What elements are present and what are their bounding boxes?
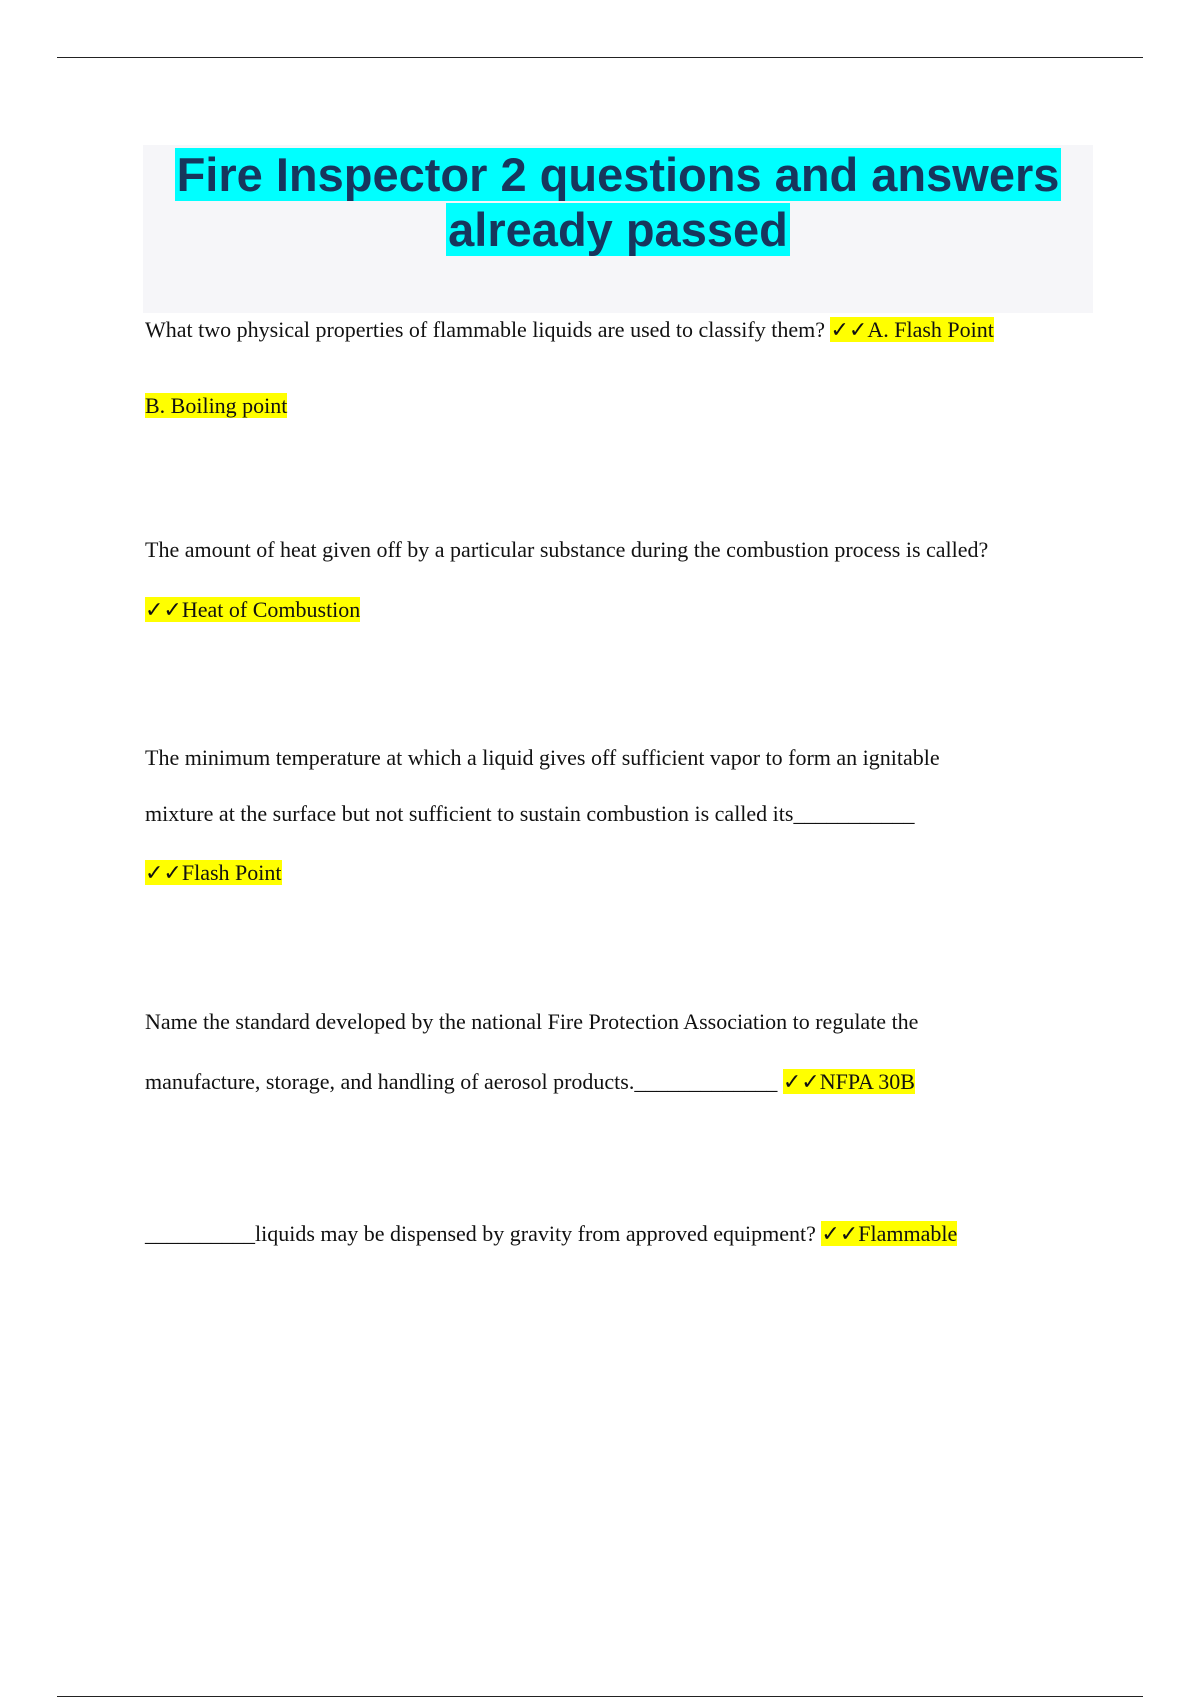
question-1-line-2 bbox=[145, 392, 287, 420]
answer-2: ✓✓Heat of Combustion bbox=[145, 597, 361, 622]
header-rule bbox=[57, 57, 1143, 58]
question-3-line-1 bbox=[145, 744, 940, 772]
question-2-line-1 bbox=[145, 536, 988, 564]
question-4-text-2: manufacture, storage, and handling of aerosol products._____________ bbox=[145, 1069, 783, 1094]
question-3-line-2 bbox=[145, 800, 914, 828]
question-4-line-1 bbox=[145, 1008, 918, 1036]
question-3-text-1: The minimum temperature at which a liquid gives off sufficient vapor to form an ignitable bbox=[145, 745, 940, 770]
answer-5: ✓✓Flammable bbox=[821, 1221, 958, 1246]
question-4-line-2 bbox=[145, 1068, 915, 1096]
question-1-line-1 bbox=[145, 316, 994, 344]
question-3-text-2: mixture at the surface but not sufficient to sustain combustion is called its___________ bbox=[145, 801, 915, 826]
answer-4: ✓✓NFPA 30B bbox=[782, 1069, 915, 1094]
question-5-text: __________liquids may be dispensed by gravity from approved equipment? bbox=[145, 1221, 822, 1246]
question-2-answer-line bbox=[145, 596, 360, 624]
question-3-answer-line bbox=[145, 859, 282, 887]
document-title bbox=[143, 145, 1093, 257]
question-5-line-1 bbox=[145, 1220, 957, 1248]
question-2-text: The amount of heat given off by a particular substance during the combustion process is called? bbox=[145, 537, 989, 562]
footer-rule bbox=[57, 1696, 1143, 1697]
answer-3: ✓✓Flash Point bbox=[145, 860, 282, 885]
question-4-text-1: Name the standard developed by the national Fire Protection Association to regulate the bbox=[145, 1009, 919, 1034]
question-1-text: What two physical properties of flammable liquids are used to classify them? bbox=[145, 317, 831, 342]
title-line-2: already passed bbox=[448, 203, 788, 256]
answer-1-part-2: B. Boiling point bbox=[145, 393, 288, 418]
title-line-1: Fire Inspector 2 questions and answers bbox=[176, 148, 1060, 201]
answer-1-part-1: ✓✓A. Flash Point bbox=[830, 317, 994, 342]
title-block bbox=[143, 145, 1093, 313]
